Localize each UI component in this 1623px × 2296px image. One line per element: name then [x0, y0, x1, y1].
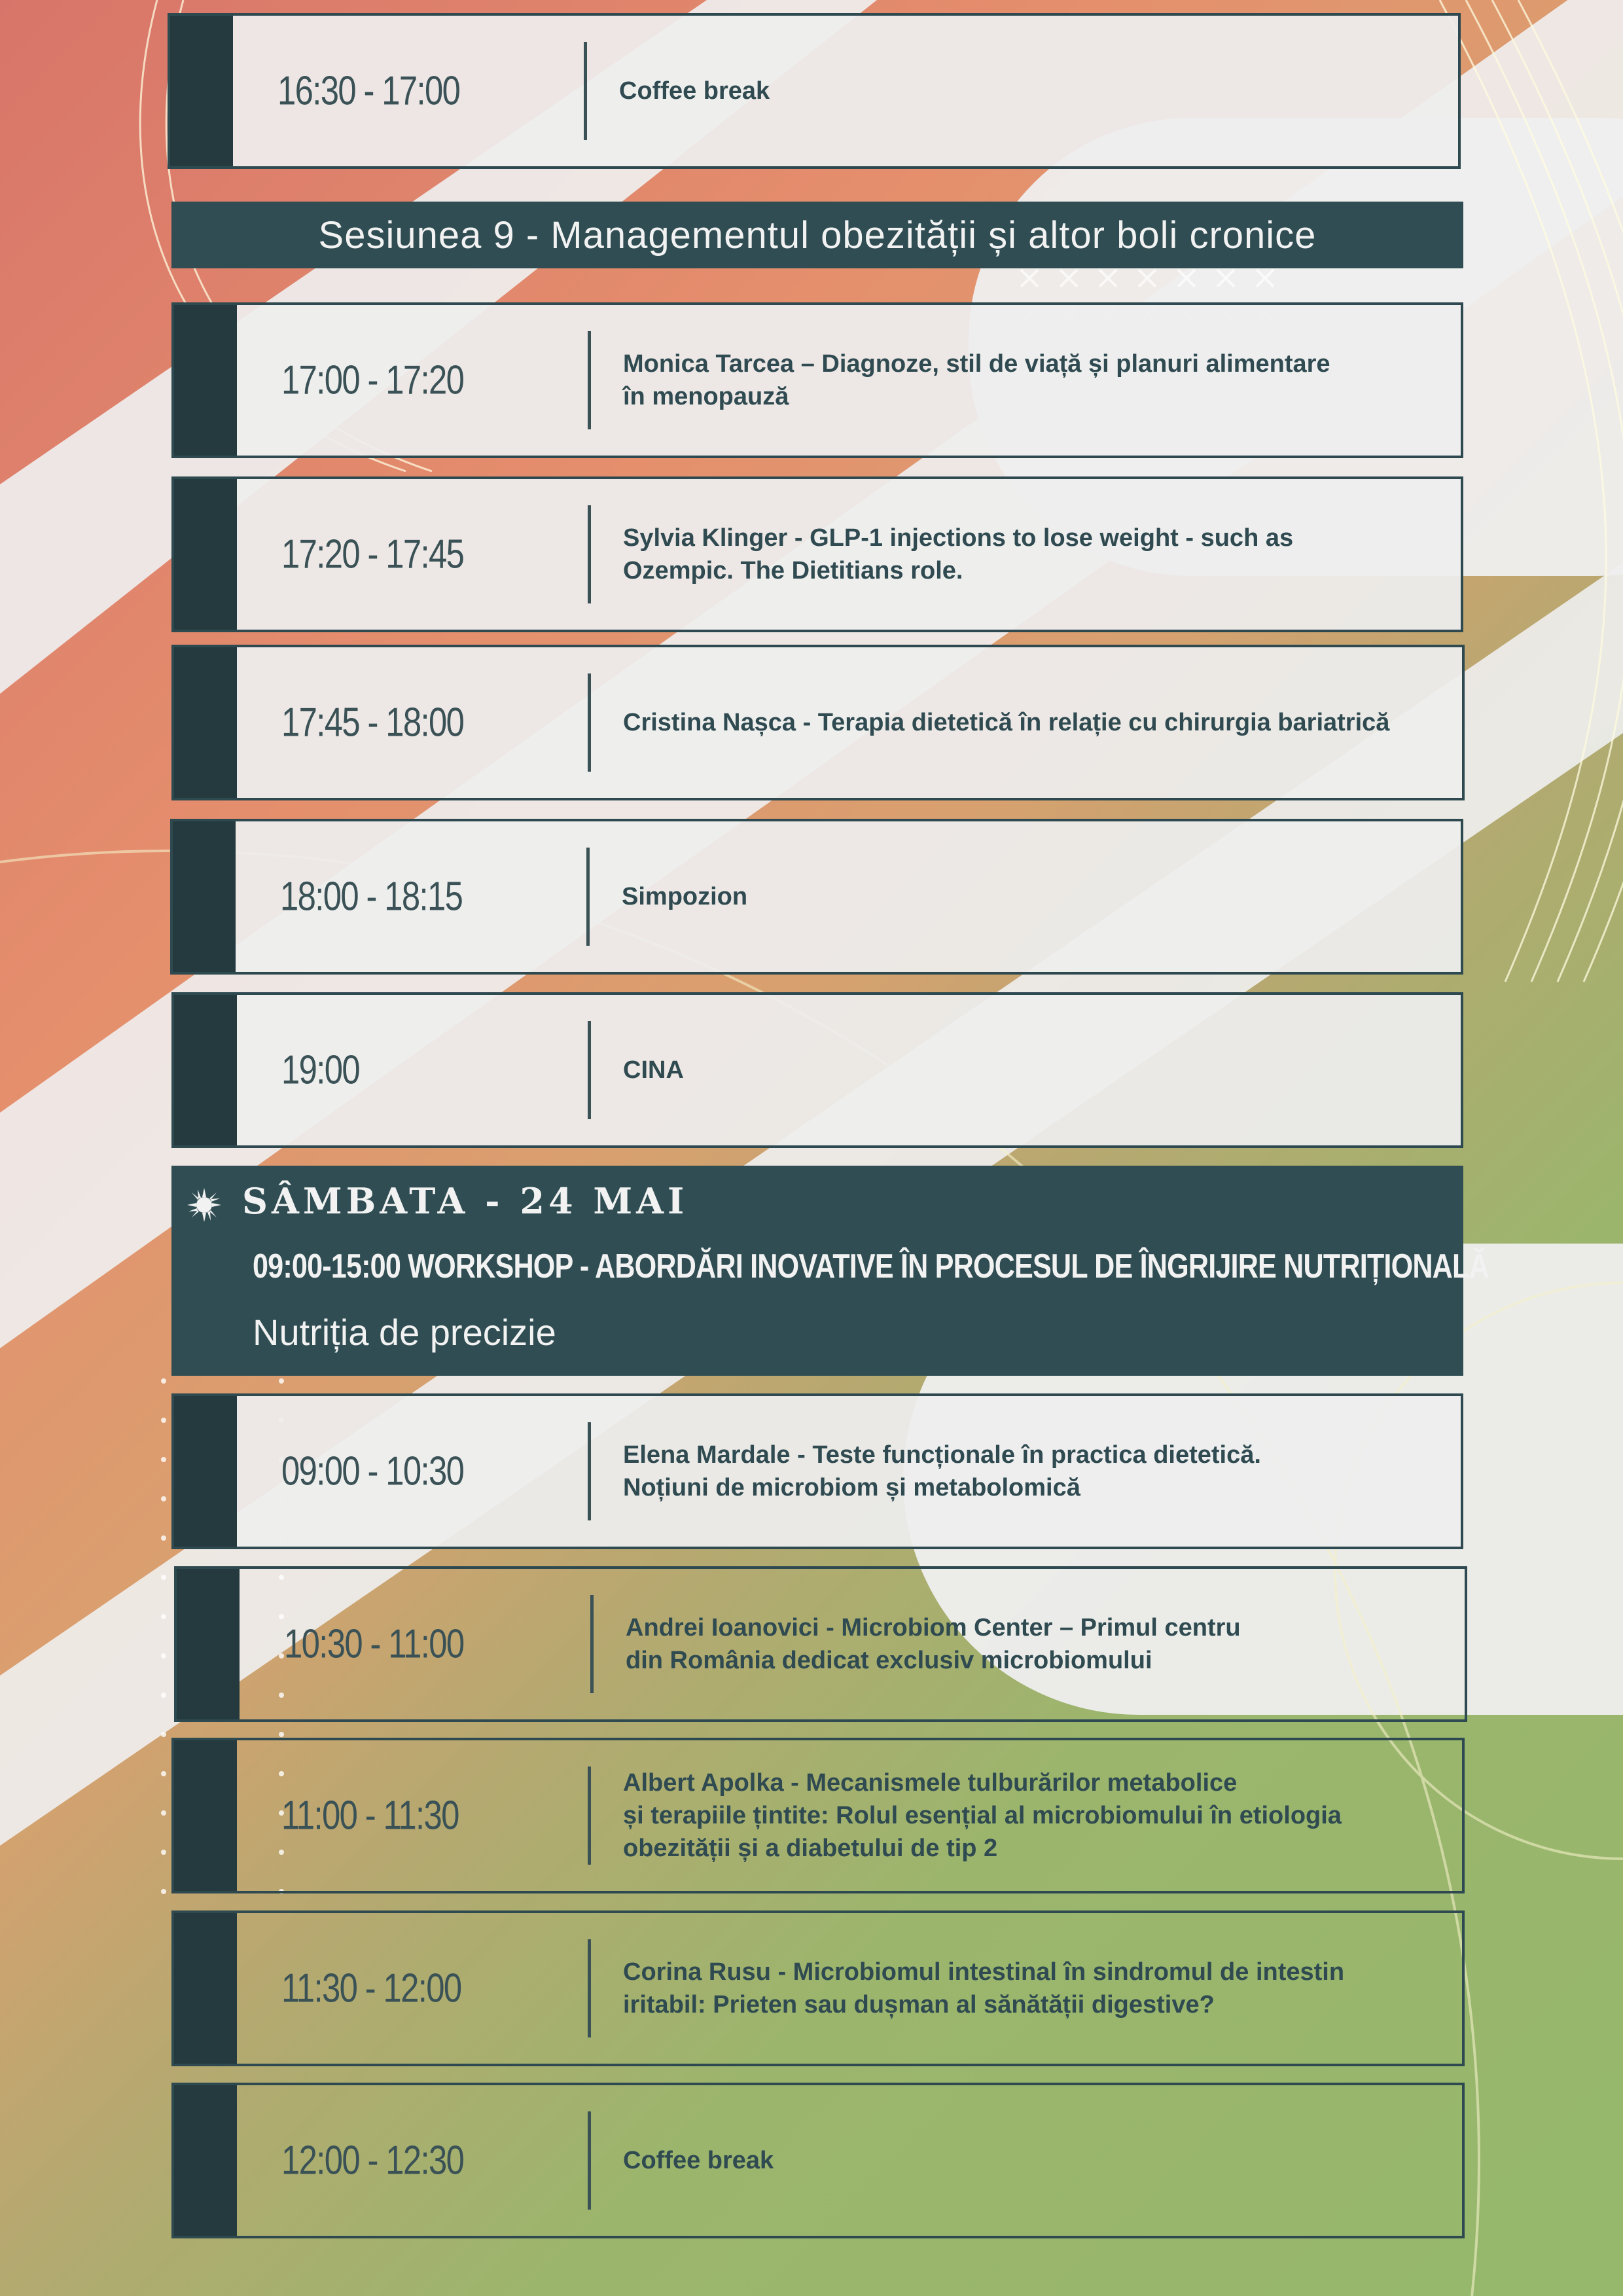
agenda-row: [171, 1738, 1465, 1893]
row-divider: [588, 1021, 591, 1119]
agenda-row: [171, 302, 1463, 458]
row-accent-bar: [177, 1569, 240, 1719]
row-divider: [588, 505, 591, 603]
agenda-row: [171, 1393, 1463, 1549]
row-topic: Sylvia Klinger - GLP-1 injections to lose weight - such as Ozempic. The Dietitians role.: [623, 524, 1294, 584]
row-topic: Corina Rusu - Microbiomul intestinal în sindromul de intestin iritabil: Prieten sau dușman al sănătății digestive?: [623, 1958, 1345, 2018]
workshop-subtitle: Nutriția de precizie: [253, 1312, 556, 1353]
row-accent-bar: [174, 1913, 237, 2064]
day-title: SÂMBATA - 24 MAI: [242, 1180, 688, 1222]
row-time: 16:30 - 17:00: [277, 68, 460, 114]
row-divider: [584, 42, 587, 140]
row-topic: Elena Mardale - Teste funcționale în practica dietetică. Noțiuni de microbiom și metabolomică: [623, 1441, 1261, 1501]
row-topic: CINA: [623, 1056, 684, 1084]
agenda-row: [171, 476, 1463, 632]
row-topic: Albert Apolka - Mecanismele tulburărilor metabolice și terapiile țintite: Rolul esențial al microbiomului în etiologia obezității și a diabetului de tip 2: [623, 1769, 1342, 1862]
row-topic: Andrei Ioanovici - Microbiom Center – Primul centru din România dedicat exclusiv microbiomului: [626, 1614, 1241, 1674]
row-divider: [586, 848, 590, 946]
row-accent-bar: [174, 479, 237, 630]
agenda-row: [171, 645, 1465, 800]
row-divider: [588, 1767, 591, 1865]
row-time: 17:45 - 18:00: [281, 700, 464, 745]
row-accent-bar: [174, 647, 237, 798]
agenda-row: [170, 819, 1463, 975]
row-time: 10:30 - 11:00: [284, 1621, 464, 1667]
row-topic: Cristina Nașca - Terapia dietetică în relație cu chirurgia bariatrică: [623, 709, 1390, 736]
row-time: 09:00 - 10:30: [281, 1448, 464, 1494]
row-divider: [588, 673, 591, 772]
row-accent-bar: [170, 16, 233, 166]
row-divider: [588, 1939, 591, 2037]
row-time: 11:30 - 12:00: [281, 1965, 461, 2011]
row-divider: [588, 331, 591, 429]
row-time: 12:00 - 12:30: [281, 2138, 464, 2183]
workshop-title: 09:00-15:00 WORKSHOP - ABORDĂRI INOVATIVE ÎN PROCESUL DE ÎNGRIJIRE NUTRIȚIONALĂ: [253, 1247, 1489, 1285]
row-divider: [588, 2111, 591, 2210]
row-topic: Coffee break: [623, 2147, 774, 2174]
row-accent-bar: [174, 995, 237, 1145]
row-accent-bar: [174, 1740, 237, 1891]
session-title: Sesiunea 9 - Managementul obezității și altor boli cronice: [171, 202, 1463, 268]
row-topic: Simpozion: [622, 883, 748, 910]
row-time: 17:20 - 17:45: [281, 531, 464, 577]
row-time: 18:00 - 18:15: [280, 874, 463, 920]
day-header: [171, 1166, 1489, 1376]
row-accent-bar: [174, 1396, 237, 1547]
row-time: 19:00: [281, 1047, 360, 1093]
agenda-row: [171, 1910, 1465, 2066]
row-divider: [590, 1595, 594, 1693]
row-accent-bar: [174, 305, 237, 456]
row-accent-bar: [173, 821, 236, 972]
row-topic: Coffee break: [619, 77, 770, 105]
sun-icon: [187, 1188, 221, 1222]
row-accent-bar: [174, 2085, 237, 2236]
row-time: 17:00 - 17:20: [281, 357, 464, 403]
row-time: 11:00 - 11:30: [281, 1793, 459, 1839]
row-divider: [588, 1422, 591, 1520]
agenda-row: [171, 992, 1463, 1148]
agenda-row: [174, 1566, 1467, 1722]
agenda-row: [171, 2083, 1465, 2238]
row-topic: Monica Tarcea – Diagnoze, stil de viață și planuri alimentare în menopauză: [623, 350, 1330, 410]
agenda-row: [168, 13, 1461, 169]
